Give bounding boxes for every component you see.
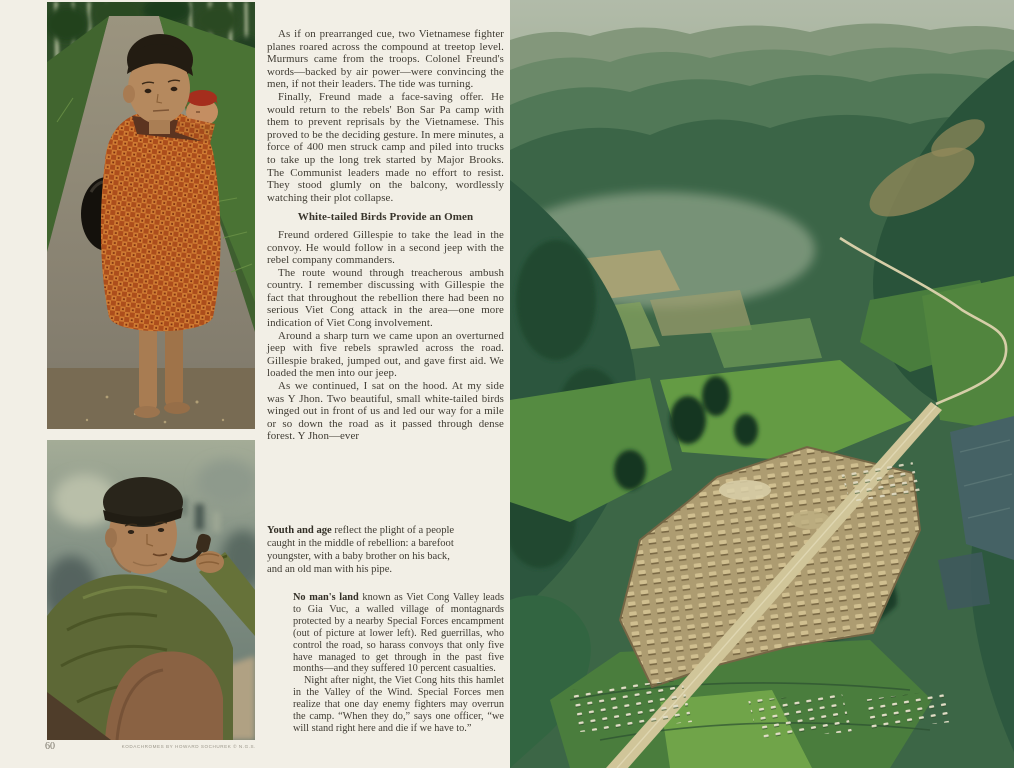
- caption-lead-in: No man's land: [293, 592, 359, 603]
- caption-text: reflect the plight of a people caught in the middle of rebellion: a barefoot youngster, with a baby brother on his back, and an old man with his pipe.: [267, 525, 455, 575]
- page-number: 60: [45, 741, 55, 752]
- photo-boy-with-baby: [47, 2, 255, 429]
- article-paragraph: As if on prearranged cue, two Vietnamese fighter planes roared across the compound at treetop level. Murmurs came from the troops. Colonel Freund's words—backed by air power—were convincing the men, if not their leaders. The tide was turning.: [267, 28, 504, 91]
- caption-youth-and-age: [267, 524, 467, 576]
- article-paragraph: As we continued, I sat on the hood. At my side was Y Jhon. Two beautiful, small white-tailed birds winged out in front of us and led our way for a mile or so down the road as it passed through dense forest. Y Jhon—ever: [267, 380, 504, 443]
- photo-credit: KODACHROMES BY HOWARD SOCHUREK © N.G.S.: [121, 744, 256, 749]
- aerial-photo-illustration: [510, 0, 1014, 768]
- article-paragraph: Freund ordered Gillespie to take the lead in the convoy. He would follow in a second jeep with the rebel company commanders.: [267, 228, 504, 267]
- article-paragraph: Finally, Freund made a face-saving offer. He would return to the rebels' Bon Sar Pa camp with them to prevent reprisals by the Vietnamese. This proved to be the deciding gesture. In mere minutes, a force of 400 men struck camp and piled into trucks to take up the long trek started by Major Brooks. The Communist leaders made no effort to resist. They stood glumly on the balcony, wordlessly watching their plot collapse.: [267, 90, 504, 204]
- photo-old-man-pipe: [47, 440, 255, 740]
- old-man-photo-illustration: [47, 440, 255, 740]
- caption-lead-in: Youth and age: [267, 525, 332, 536]
- article-text-column: [267, 28, 504, 443]
- caption-text-second-paragraph: Night after night, the Viet Cong hits this hamlet in the Valley of the Wind. Special Forces men realize that one day enemy fighters may overrun the camp. “When they do,” says one officer, “we will stand right here and die if we have to.”: [293, 675, 504, 734]
- article-paragraph: The route wound through treacherous ambush country. I remember discussing with Gillespie the fact that throughout the rebellion there had been no serious Viet Cong attack in the area—one more indication of Viet Cong involvement.: [267, 266, 504, 330]
- article-paragraph: Around a sharp turn we came upon an overturned jeep with five rebels sprawled across the road. Gillespie braked, jumped out, and gave first aid. We loaded the men into our jeep.: [267, 329, 504, 380]
- photo-aerial-valley: [510, 0, 1014, 768]
- caption-text: known as Viet Cong Valley leads to Gia Vuc, a walled village of montagnards protected by a nearby Special Forces encampment (out of picture at lower left). Red guerrillas, who control the road, so harass convoys that only five have managed to get through in the past five months—and they suffered 10 percent casualties.: [293, 592, 504, 675]
- section-heading: White-tailed Birds Provide an Omen: [297, 211, 474, 224]
- boy-photo-illustration: [47, 2, 255, 429]
- caption-no-mans-land: [293, 592, 504, 735]
